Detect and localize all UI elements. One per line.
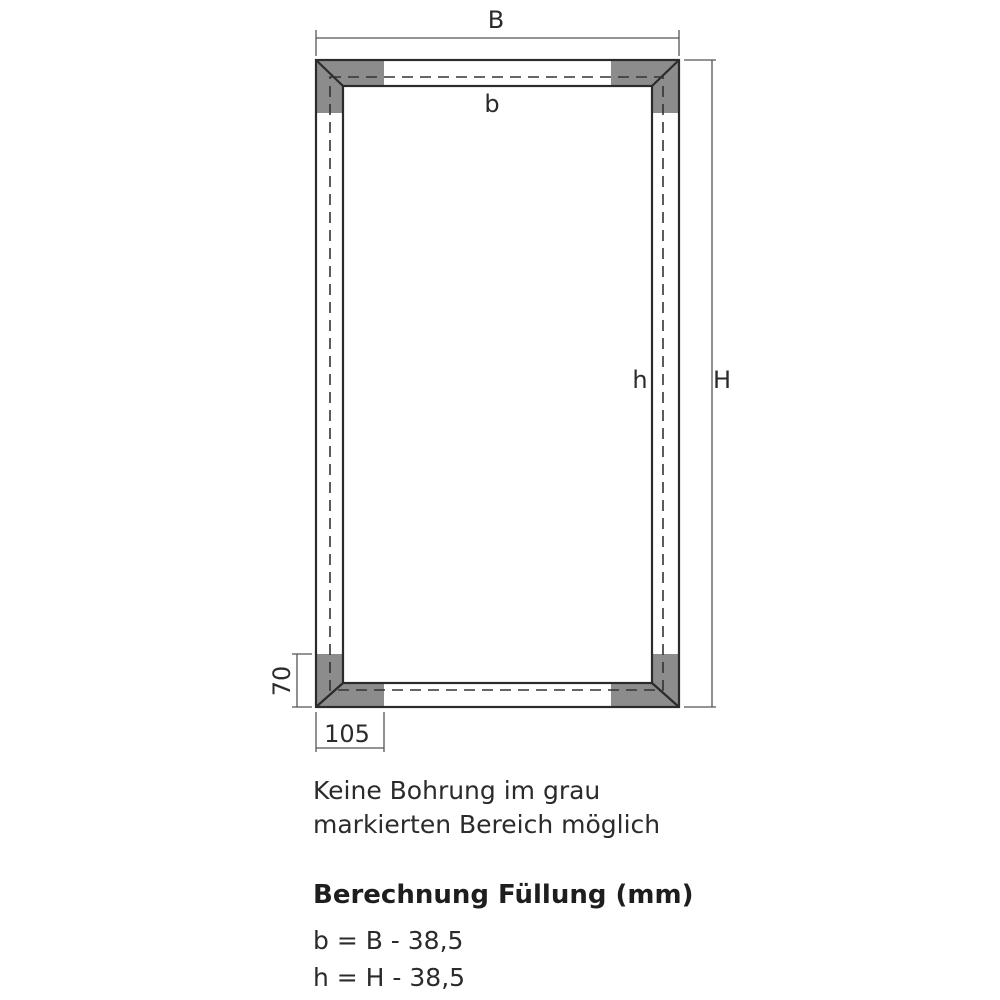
- drilling-note: [313, 774, 660, 842]
- label-outer-width: B: [487, 6, 505, 34]
- label-inner-width: b: [484, 90, 500, 118]
- drilling-note-line-2: markierten Bereich möglich: [313, 810, 661, 839]
- frame-inner-edge: [343, 86, 652, 683]
- formula-inner-height: h = H - 38,5: [313, 963, 466, 992]
- label-outer-height: H: [712, 366, 732, 394]
- infill-dashed-outline: [330, 77, 663, 690]
- drilling-note-line-1: Keine Bohrung im grau: [313, 776, 601, 805]
- calculation-title: Berechnung Füllung (mm): [313, 880, 694, 910]
- label-corner-width: 105: [324, 720, 370, 748]
- label-inner-height: h: [632, 366, 648, 394]
- frame-outer-edge: [316, 60, 679, 707]
- no-drill-zones: [316, 60, 679, 707]
- formula-inner-width: b = B - 38,5: [313, 926, 464, 955]
- frame-outline: [316, 60, 679, 707]
- label-corner-height: 70: [268, 665, 296, 697]
